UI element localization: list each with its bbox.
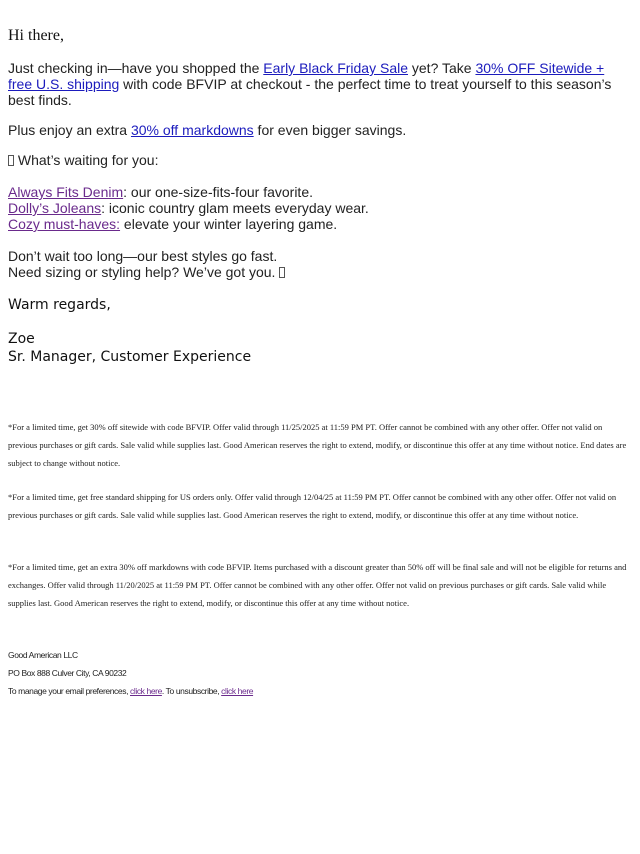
signature-title: Sr. Manager, Customer Experience (8, 349, 252, 365)
early-black-friday-sale-link[interactable]: Early Black Friday Sale (263, 60, 408, 76)
list-item-text: : our one-size-fits-four favorite. (123, 184, 313, 200)
sitewide-offer-link[interactable]: 30% OFF Sitewide + free U.S. shipping (8, 60, 605, 92)
footer-preferences: To manage your email preferences, click here. To unsubscribe, click here (8, 686, 254, 696)
missing-glyph-icon (8, 155, 14, 166)
footer-address: PO Box 888 Culver City, CA 90232 (8, 668, 127, 678)
fineprint-sitewide: *For a limited time, get 30% off sitewide with code BFVIP. Offer valid through 11/25/2025 at 11:59 PM PT. Offer cannot be combined with any other offer. Offer not valid on previous purchases or gift cards. Sale valid while supplies last. Good American reserves the right to extend, modify, or discontinue this offer at any time without notice. End dates are subject to change without notice. (8, 422, 627, 468)
closing-line-1: Don’t wait too long—our best styles go fast. (8, 248, 278, 264)
dollys-joleans-link[interactable]: Dolly’s Joleans (8, 200, 102, 216)
extra-offer-paragraph (8, 122, 406, 138)
intro-paragraph (8, 60, 630, 108)
extra-text-1: Plus enjoy an extra (8, 122, 131, 138)
intro-text-2: yet? Take (408, 60, 476, 76)
list-item (8, 184, 369, 200)
greeting: Hi there, (8, 27, 64, 44)
missing-glyph-icon (279, 267, 285, 278)
always-fits-denim-link[interactable]: Always Fits Denim (8, 184, 124, 200)
list-item-text: elevate your winter layering game. (120, 216, 338, 232)
fineprint-markdowns: *For a limited time, get an extra 30% off markdowns with code BFVIP. Items purchased with a discount greater than 50% off will be final sale and will not be eligible for returns and exchanges. Offer valid through 11/20/2025 at 11:59 PM PT. Offer cannot be combined with any other offer. Offer not valid on previous purchases or gift cards. Sale valid while supplies last. Good American reserves the right to extend, modify, or discontinue this offer at any time without notice. (8, 562, 627, 608)
footer-company: Good American LLC (8, 650, 78, 660)
intro-text-1: Just checking in—have you shopped the (8, 60, 264, 76)
signature-name: Zoe (8, 331, 35, 347)
closing-line-2: Need sizing or styling help? We’ve got you. (8, 264, 285, 280)
unsubscribe-link[interactable]: click here (221, 686, 254, 696)
manage-preferences-link[interactable]: click here (130, 686, 162, 696)
signature-regards: Warm regards, (8, 297, 111, 313)
waiting-heading (8, 152, 158, 168)
intro-text-3: with code BFVIP at checkout - the perfect time to treat yourself to this season’s best finds. (8, 76, 612, 108)
product-list (8, 184, 369, 232)
list-item (8, 216, 369, 232)
extra-text-2: for even bigger savings. (253, 122, 407, 138)
closing-paragraph (8, 248, 285, 280)
waiting-text: What’s waiting for you: (17, 152, 159, 168)
markdowns-link[interactable]: 30% off markdowns (130, 122, 254, 138)
list-item-text: : iconic country glam meets everyday wear. (101, 200, 369, 216)
list-item (8, 200, 369, 216)
fineprint-shipping: *For a limited time, get free standard shipping for US orders only. Offer valid through 12/04/25 at 11:59 PM PT. Offer cannot be combined with any other offer. Offer not valid on previous purchases or gift cards. Sale valid while supplies last. Good American reserves the right to extend, modify, or discontinue this offer at any time without notice. (8, 492, 617, 520)
cozy-must-haves-link[interactable]: Cozy must-haves: (8, 216, 121, 232)
